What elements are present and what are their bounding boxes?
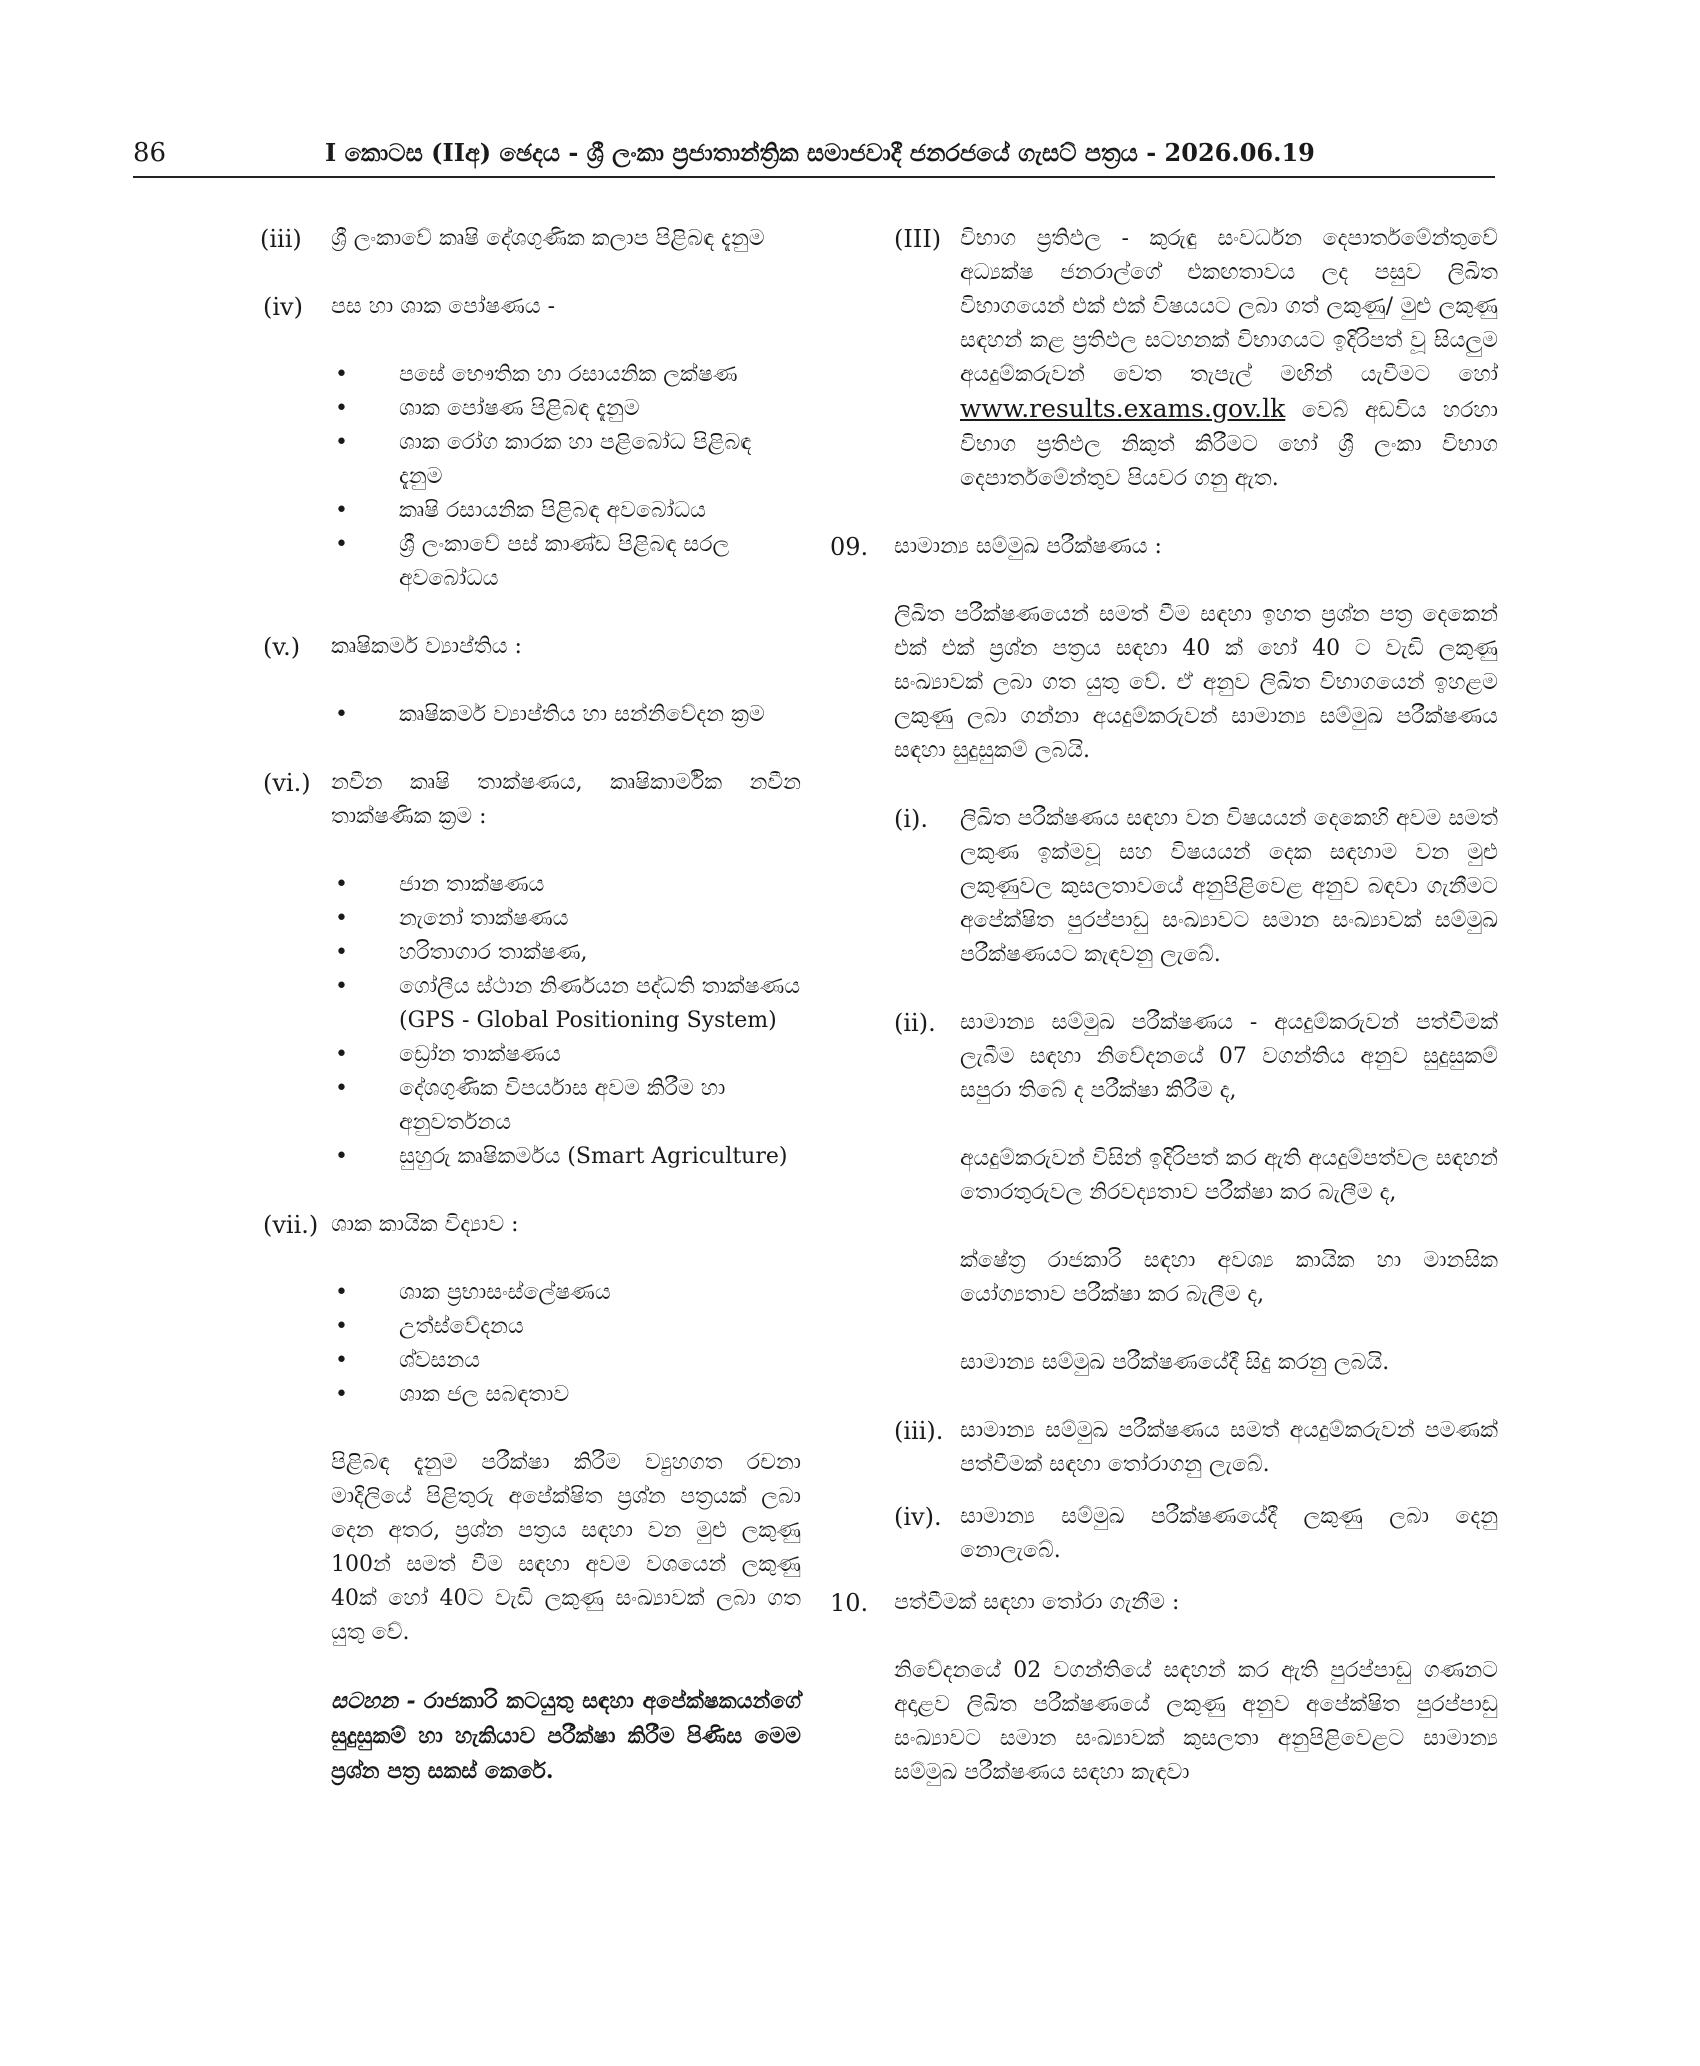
bullet-list-v <box>331 698 801 732</box>
section-number: 09. <box>830 533 869 561</box>
item-number: (iv). <box>894 1503 942 1531</box>
item-text: ලිඛිත පරීක්ෂණය සඳහා වන විෂයයන් දෙකෙහි අවම සමත් ලකුණ ඉක්මවූ සහ විෂයයන් දෙක සඳහාම වන මුළු ලකුණුවල කුසලතාවයේ අනුපිළිවෙළ අනුව බඳවා ගැනීමට අපේක්ෂිත පුරප්පාඩු සංඛ්‍යාවට සමාන සංඛ්‍යාවක් සම්මුඛ පරීක්ෂණයට කැඳවනු ලැබේ. <box>960 806 1498 967</box>
item-number: (i). <box>894 805 929 833</box>
page-header <box>133 138 1493 178</box>
note <box>331 1684 801 1789</box>
list-item: • ශ්‍රී ලංකාවේ පස් කාණ්ඩ පිළිබඳ සරල අවබෝධය <box>331 528 801 596</box>
closing-paragraph: පිළිබඳ දැනුම පරීක්ෂා කිරීම ව්‍යුහගත රචනා මාදිලියේ පිළිතුරු අපේක්ෂිත ප්‍රශ්න පත්‍රයක් ලබා දෙන අතර, ප්‍රශ්න පත්‍රය සඳහා වන මුළු ලකුණු 100න් සමත් වීම සඳහා අවම වශයෙන් ලකුණු 40ක් හෝ 40ට වැඩි ලකුණු සංඛ්‍යාවක් ලබා ගත යුතු වේ. <box>331 1450 801 1645</box>
item-text: ක්ෂේත්‍ර රාජකාරි සඳහා අවශ්‍ය කායික හා මානසික යෝග්‍යතාව පරීක්ෂා කර බැලීම ද, <box>960 1248 1498 1307</box>
item-text: නවීන කෘෂි තාක්ෂණය, කෘෂිකාර්මික නවීන තාක්ෂණික ක්‍රම : <box>331 770 801 829</box>
item-number: (iii) <box>260 225 302 253</box>
item-text: සාමාන්‍ය සම්මුඛ පරීක්ෂණයේදී සිදු කරනු ලබයි. <box>960 1350 1390 1375</box>
right-column <box>830 222 1498 1790</box>
bullet-list-vi <box>331 868 801 1174</box>
item-v <box>263 630 801 664</box>
item-III <box>830 222 1498 496</box>
item-iii <box>260 222 801 256</box>
running-title: I කොටස (IIඅ) ඡෙදය - ශ්‍රී ලංකා ප්‍රජාතාන්ත්‍රික සමාජවාදී ජනරජයේ ගැසට් පත්‍රය - 2026.06.19 <box>325 138 1315 167</box>
list-item: • ජාන තාක්ෂණය <box>331 868 801 902</box>
results-text-after: වෙබ් අඩවිය හරහා විභාග ප්‍රතිඵල නිකුත් කිරීමට හෝ ශ්‍රී ලංකා විභාග දෙපාර්තමේන්තුව පියවර ගනු ඇත. <box>960 398 1498 491</box>
bullet-list-vii <box>331 1276 801 1412</box>
item-text: සාමාන්‍ය සම්මුඛ පරීක්ෂණය - අයදුම්කරුවන් පත්වීමක් ලැබීම සඳහා නිවේදනයේ 07 වගන්තිය අනුව සුදුසුකම් සපුරා තිබේ ද පරීක්ෂා කිරීම ද, <box>960 1010 1498 1103</box>
list-item: • ශාක රෝග කාරක හා පළිබෝධ පිළිබඳ දැනුම <box>331 426 801 494</box>
section-09 <box>830 530 1498 564</box>
list-item: • කෘෂි රසායනික පිළිබඳ අවබෝධය <box>331 494 801 528</box>
item-number: (vii.) <box>263 1211 319 1239</box>
item-09-iv <box>830 1500 1498 1568</box>
page-number: 86 <box>133 138 167 168</box>
item-text: ශ්‍රී ලංකාවේ කෘෂි දේශගුණික කලාප පිළිබඳ දැනුම <box>331 226 765 251</box>
header-rule <box>133 176 1495 178</box>
item-number: (III) <box>894 225 942 253</box>
results-url-link[interactable]: www.results.exams.gov.lk <box>960 394 1286 423</box>
item-text <box>960 222 1498 496</box>
section-number: 10. <box>830 1589 869 1617</box>
section-10 <box>830 1586 1498 1620</box>
list-item: • දේශගුණික විපර්යාස අවම කිරීම හා අනුවර්තනය <box>331 1072 801 1140</box>
list-item: • ශාක ජල සබඳතාව <box>331 1378 801 1412</box>
section-09-paragraph: ලිඛිත පරීක්ෂණයෙන් සමත් වීම සඳහා ඉහත ප්‍රශ්න පත්‍ර දෙකෙන් එක් එක් ප්‍රශ්න පත්‍රය සඳහා 40 ක් හෝ 40 ට වැඩි ලකුණු සංඛ්‍යාවක් ලබා ගත යුතු වේ. ඒ අනුව ලිඛිත විභාගයෙන් ඉහළම ලකුණු ලබා ගන්නා අයදුම්කරුවන් සාමාන්‍ය සම්මුඛ පරීක්ෂණය සඳහා සුදුසුකම් ලබයි. <box>894 602 1498 763</box>
results-text-before: විභාග ප්‍රතිඵල - කුරුඳු සංවර්ධන දෙපාර්තමේන්තුවේ අධ්‍යක්ෂ ජනරාල්ගේ එකඟතාවය ලද පසුව ලිඛිත විභාගයෙන් එක් එක් විෂයයට ලබා ගත් ලකුණු/ මුළු ලකුණු සඳහන් කළ ප්‍රතිඵල සටහනක් විභාගයට ඉදිරිපත් වූ සියලුම අයදුම්කරුවන් වෙත තැපැල් මඟින් යැවීමට හෝ <box>960 226 1498 387</box>
item-09-ii <box>830 1006 1498 1380</box>
item-09-iii <box>830 1414 1498 1482</box>
bullet-list-iv <box>331 358 801 596</box>
item-iv <box>263 290 801 324</box>
list-item: • ශාක පෝෂණ පිළිබඳ දැනුම <box>331 392 801 426</box>
section-10-paragraph: නිවේදනයේ 02 වගන්තියේ සඳහන් කර ඇති පුරප්පාඩු ගණනට අදාළව ලිඛිත පරීක්ෂණයේ ලකුණු අනුව අපේක්ෂිත පුරප්පාඩු සංඛ්‍යාවට සමාන සංඛ්‍යාවක් කුසලතා අනුපිළිවෙළට සාමාන්‍ය සම්මුඛ පරීක්ෂණය සඳහා කැඳවා <box>894 1658 1498 1785</box>
list-item: • ගෝලීය ස්ථාන නිර්ණයන පද්ධති තාක්ෂණය (GPS - Global Positioning System) <box>331 970 801 1038</box>
item-text: සාමාන්‍ය සම්මුඛ පරීක්ෂණය සමත් අයදුම්කරුවන් පමණක් පත්වීමක් සඳහා තෝරාගනු ලැබේ. <box>960 1418 1498 1477</box>
item-vi <box>263 766 801 834</box>
list-item: • ශාක ප්‍රභාසංස්ලේෂණය <box>331 1276 801 1310</box>
list-item: • ශ්වසනය <box>331 1344 801 1378</box>
item-text: පස හා ශාක පෝෂණය - <box>331 294 556 319</box>
list-item: • කෘෂිකර්ම ව්‍යාප්තිය හා සන්නිවේදන ක්‍රම <box>331 698 801 732</box>
item-text: කෘෂිකර්ම ව්‍යාප්තිය : <box>331 634 522 659</box>
list-item: • ඩ්‍රෝන තාක්ෂණය <box>331 1038 801 1072</box>
list-item: • උත්ස්වේදනය <box>331 1310 801 1344</box>
item-number: (ii). <box>894 1009 936 1037</box>
list-item: • සුහුරු කෘෂිකර්මය (Smart Agriculture) <box>331 1140 801 1174</box>
item-vii <box>263 1208 801 1242</box>
note-text: රාජකාරි කටයුතු සඳහා අපේක්ෂකයන්ගේ සුදුසුකම් හා හැකියාව පරීක්ෂා කිරීම පිණිස මෙම ප්‍රශ්න පත්‍ර සකස් කෙරේ. <box>331 1688 802 1784</box>
item-number: (v.) <box>263 633 301 661</box>
left-column <box>260 222 802 1789</box>
section-heading: පත්වීමක් සඳහා තෝරා ගැනීම : <box>894 1590 1180 1615</box>
item-text: අයදුම්කරුවන් විසින් ඉදිරිපත් කර ඇති අයදුම්පත්වල සඳහන් තොරතුරුවල නිරවද්‍යතාව පරීක්ෂා කර බැලීම ද, <box>960 1146 1498 1205</box>
list-item: • පසේ භෞතික හා රසායනික ලක්ෂණ <box>331 358 801 392</box>
item-09-i <box>830 802 1498 972</box>
item-text: ශාක කායික විද්‍යාව : <box>331 1212 519 1237</box>
item-number: (iv) <box>263 293 303 321</box>
list-item: • නැනෝ තාක්ෂණය <box>331 902 801 936</box>
list-item: • හරිතාගාර තාක්ෂණ, <box>331 936 801 970</box>
item-number: (iii). <box>894 1417 944 1445</box>
note-label: සටහන - <box>331 1688 416 1714</box>
section-heading: සාමාන්‍ය සම්මුඛ පරීක්ෂණය : <box>894 534 1162 559</box>
item-text: සාමාන්‍ය සම්මුඛ පරීක්ෂණයේදී ලකුණු ලබා දෙනු නොලැබේ. <box>960 1504 1498 1563</box>
item-number: (vi.) <box>263 769 311 797</box>
